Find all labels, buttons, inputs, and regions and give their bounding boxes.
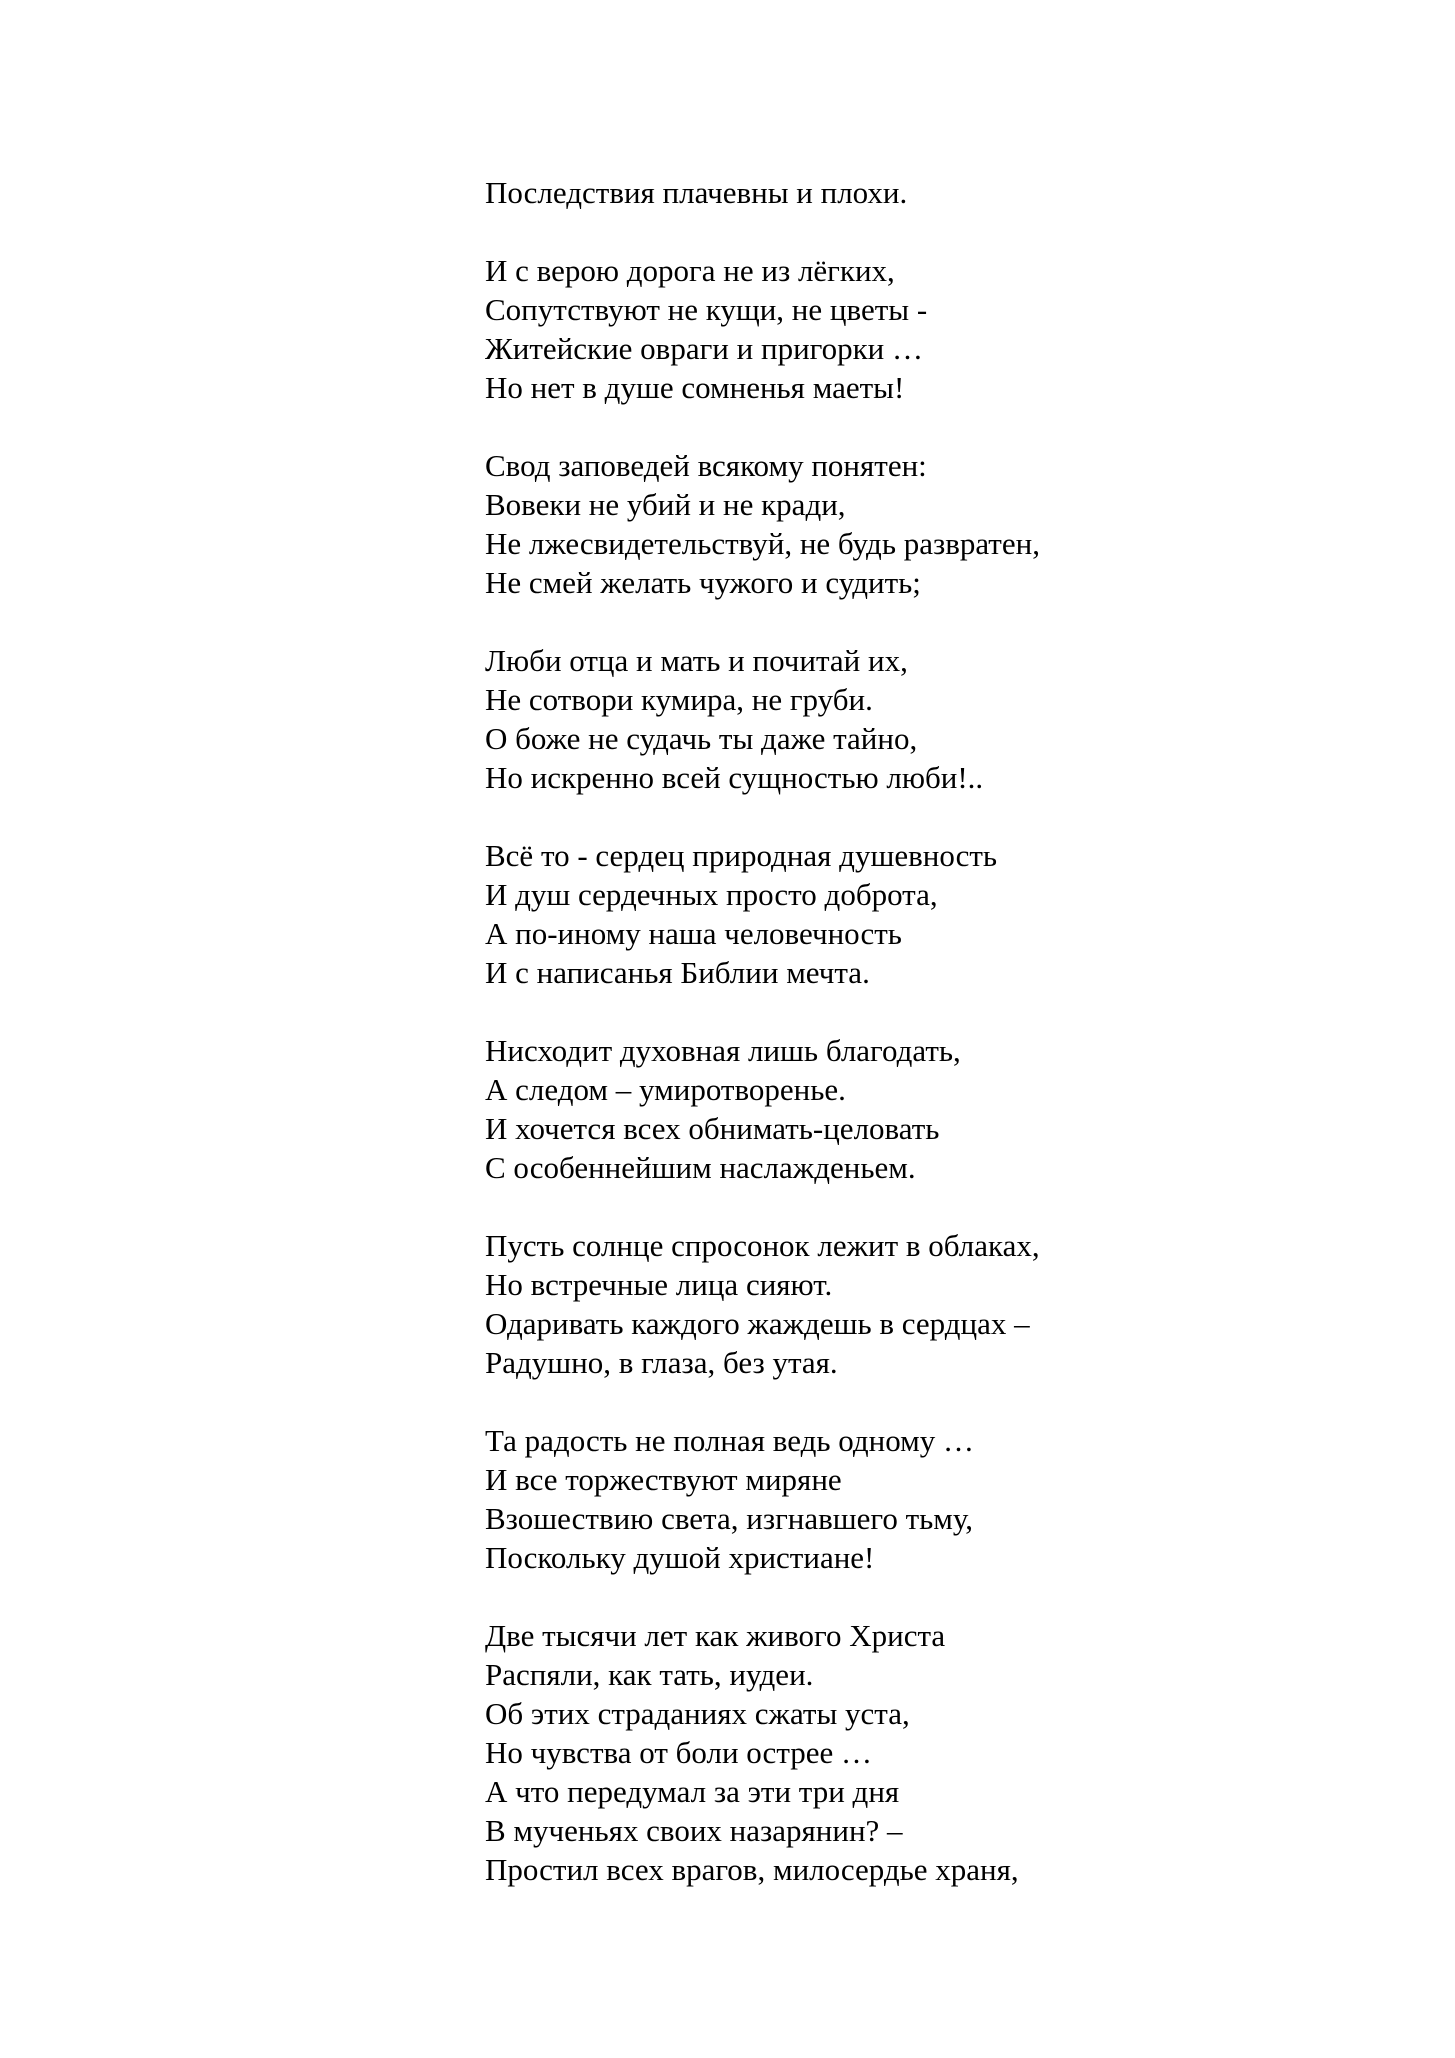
stanza [485, 173, 1385, 212]
poem-line: Одаривать каждого жаждешь в сердцах – [485, 1306, 1030, 1341]
poem-line: Житейские овраги и пригорки … [485, 331, 923, 366]
poem-line: О боже не судачь ты даже тайно, [485, 721, 918, 756]
stanza [485, 836, 1385, 992]
poem-line: Простил всех врагов, милосердье храня, [485, 1852, 1019, 1887]
poem-line: В мученьях своих назарянин? – [485, 1813, 903, 1848]
poem-line: Радушно, в глаза, без утая. [485, 1345, 838, 1380]
poem-line: Но искренно всей сущностью люби!.. [485, 760, 984, 795]
poem-line: С особеннейшим наслажденьем. [485, 1150, 916, 1185]
poem-line: И душ сердечных просто доброта, [485, 877, 938, 912]
poem-line: Поскольку душой христиане! [485, 1540, 875, 1575]
poem-line: И с верою дорога не из лёгких, [485, 253, 895, 288]
poem-text [485, 173, 1385, 1928]
stanza [485, 251, 1385, 407]
poem-line: Сопутствуют не кущи, не цветы - [485, 292, 928, 327]
poem-line: Распяли, как тать, иудеи. [485, 1657, 814, 1692]
poem-line: Свод заповедей всякому понятен: [485, 448, 927, 483]
poem-line: Но нет в душе сомненья маеты! [485, 370, 905, 405]
poem-line: И хочется всех обнимать-целовать [485, 1111, 940, 1146]
poem-line: Вовеки не убий и не кради, [485, 487, 846, 522]
poem-line: Пусть солнце спросонок лежит в облаках, [485, 1228, 1040, 1263]
poem-line: А по-иному наша человечность [485, 916, 902, 951]
stanza [485, 1616, 1385, 1889]
poem-line: Та радость не полная ведь одному … [485, 1423, 974, 1458]
poem-line: Всё то - сердец природная душевность [485, 838, 998, 873]
poem-line: Взошествию света, изгнавшего тьму, [485, 1501, 974, 1536]
stanza [485, 1031, 1385, 1187]
poem-line: А следом – умиротворенье. [485, 1072, 846, 1107]
poem-line: Но встречные лица сияют. [485, 1267, 833, 1302]
stanza [485, 1421, 1385, 1577]
poem-line: И с написанья Библии мечта. [485, 955, 870, 990]
poem-line: Две тысячи лет как живого Христа [485, 1618, 946, 1653]
poem-line: А что передумал за эти три дня [485, 1774, 900, 1809]
poem-line: Не лжесвидетельствуй, не будь развратен, [485, 526, 1040, 561]
stanza [485, 1226, 1385, 1382]
poem-line: Не сотвори кумира, не груби. [485, 682, 873, 717]
poem-line: Люби отца и мать и почитай их, [485, 643, 908, 678]
stanza [485, 446, 1385, 602]
poem-line: Не смей желать чужого и судить; [485, 565, 921, 600]
poem-line: Нисходит духовная лишь благодать, [485, 1033, 961, 1068]
poem-line: Последствия плачевны и плохи. [485, 175, 908, 210]
poem-line: И все торжествуют миряне [485, 1462, 842, 1497]
poem-line: Но чувства от боли острее … [485, 1735, 873, 1770]
stanza [485, 641, 1385, 797]
poem-line: Об этих страданиях сжаты уста, [485, 1696, 910, 1731]
